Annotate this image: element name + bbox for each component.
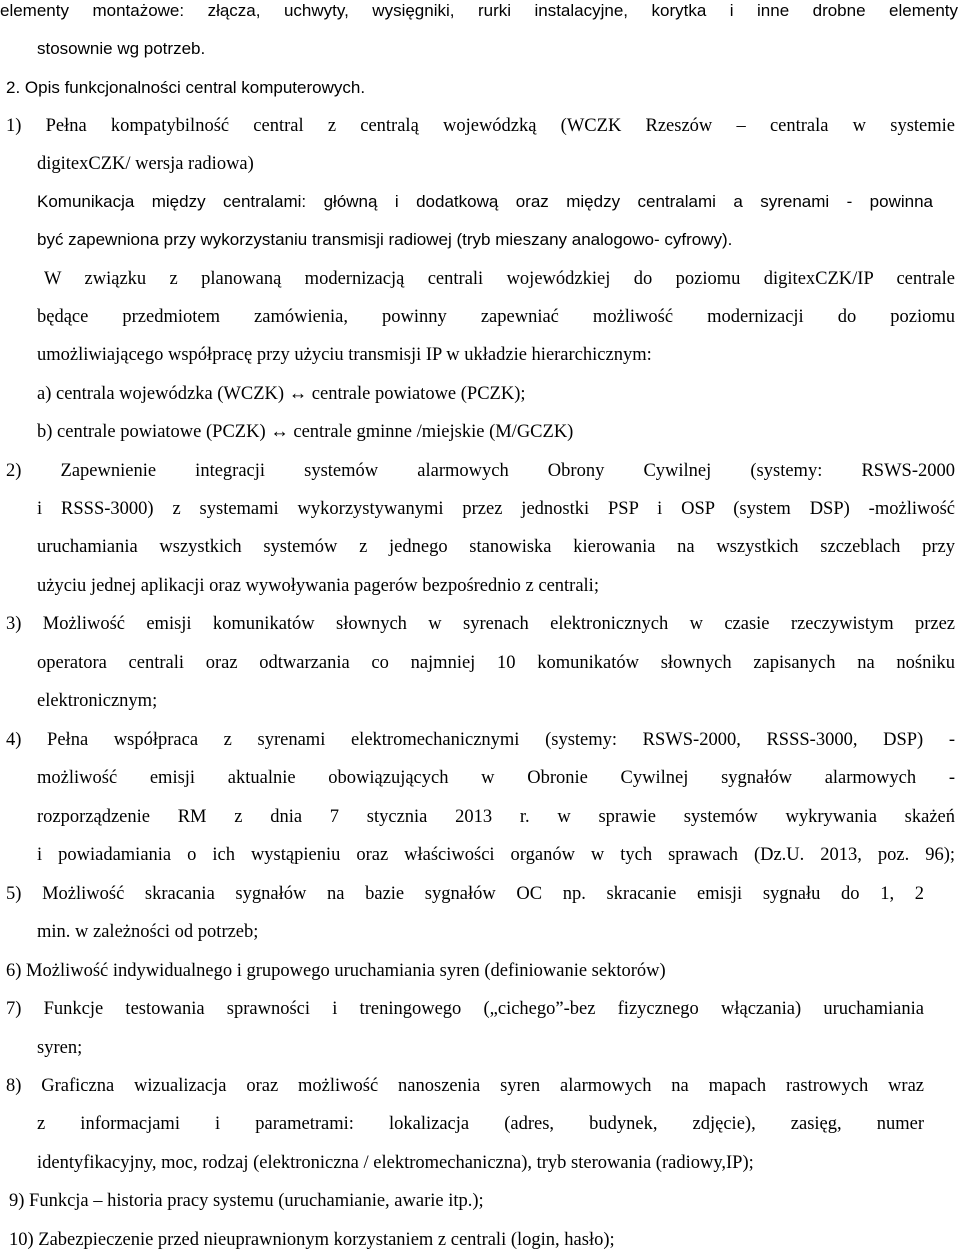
text-line: możliwość emisji aktualnie obowiązujących w Obronie Cywilnej sygnałów alarmowych -: [37, 768, 955, 788]
text-line: być zapewniona przy wykorzystaniu transmisji radiowej (tryb mieszany analogowo- cyfrowy).: [37, 230, 733, 249]
text-line: digitexCZK/ wersja radiowa): [37, 154, 254, 174]
text-line: będące przedmiotem zamówienia, powinny zapewniać możliwość modernizacji do poziomu: [37, 307, 955, 327]
text-line: min. w zależności od potrzeb;: [37, 922, 259, 942]
list-item: 3) Możliwość emisji komunikatów słownych w syrenach elektronicznych w czasie rzeczywistym przez: [6, 614, 955, 634]
text-line: syren;: [37, 1038, 83, 1058]
list-item: 8) Graficzna wizualizacja oraz możliwość nanoszenia syren alarmowych na mapach rastrowych wraz: [6, 1076, 924, 1096]
text-line: operatora centrali oraz odtwarzania co najmniej 10 komunikatów słownych zapisanych na nośniku: [37, 653, 955, 673]
list-item: a) centrala wojewódzka (WCZK) ↔ centrale powiatowe (PCZK);: [37, 384, 526, 404]
text-line: z informacjami i parametrami: lokalizacja (adres, budynek, zdjęcie), zasięg, numer: [37, 1114, 924, 1134]
text-line: W związku z planowaną modernizacją centrali wojewódzkiej do poziomu digitexCZK/IP centrale: [44, 269, 955, 289]
text-line: uruchamiania wszystkich systemów z jednego stanowiska kierowania na wszystkich szczeblach przy: [37, 537, 955, 557]
list-item: 6) Możliwość indywidualnego i grupowego uruchamiania syren (definiowanie sektorów): [6, 961, 666, 981]
list-item: 5) Możliwość skracania sygnałów na bazie sygnałów OC np. skracanie emisji sygnału do 1, 2: [6, 884, 924, 904]
list-item: 7) Funkcje testowania sprawności i treningowego („cichego”-bez fizycznego włączania) uruchamiania: [6, 999, 924, 1019]
text-line: 1) Pełna kompatybilność central z centralą wojewódzką (WCZK Rzeszów – centrala w systemie: [6, 116, 955, 136]
text-line: identyfikacyjny, moc, rodzaj (elektroniczna / elektromechaniczna), tryb sterowania (radiowy,IP);: [37, 1153, 754, 1173]
list-item: 9) Funkcja – historia pracy systemu (uruchamianie, awarie itp.);: [9, 1191, 484, 1211]
list-item: b) centrale powiatowe (PCZK) ↔ centrale gminne /miejskie (M/GCZK): [37, 422, 574, 442]
list-item: 4) Pełna współpraca z syrenami elektromechanicznymi (systemy: RSWS-2000, RSSS-3000, DSP) -: [6, 730, 955, 750]
text-line: użyciu jednej aplikacji oraz wywoływania pagerów bezpośrednio z centrali;: [37, 576, 599, 596]
text-line: stosownie wg potrzeb.: [37, 39, 206, 58]
text-line: elementy montażowe: złącza, uchwyty, wysięgniki, rurki instalacyjne, korytka i inne drobne elementy: [0, 1, 958, 20]
section-heading: 2. Opis funkcjonalności central komputerowych.: [6, 78, 366, 97]
text-line: rozporządzenie RM z dnia 7 stycznia 2013 r. w sprawie systemów wykrywania skażeń: [37, 807, 955, 827]
text-line: elektronicznym;: [37, 691, 158, 711]
text-line: umożliwiającego współpracę przy użyciu transmisji IP w układzie hierarchicznym:: [37, 345, 652, 365]
text-line: i RSSS-3000) z systemami wykorzystywanymi przez jednostki PSP i OSP (system DSP) -możliwość: [37, 499, 955, 519]
text-line: i powiadamiania o ich wystąpieniu oraz właściwości organów w tych sprawach (Dz.U. 2013, poz. 96);: [37, 845, 955, 865]
list-item: 2) Zapewnienie integracji systemów alarmowych Obrony Cywilnej (systemy: RSWS-2000: [6, 461, 955, 481]
text-line: Komunikacja między centralami: główną i dodatkową oraz między centralami a syrenami - powinna: [37, 192, 933, 211]
list-item: 10) Zabezpieczenie przed nieuprawnionym korzystaniem z centrali (login, hasło);: [9, 1230, 615, 1250]
